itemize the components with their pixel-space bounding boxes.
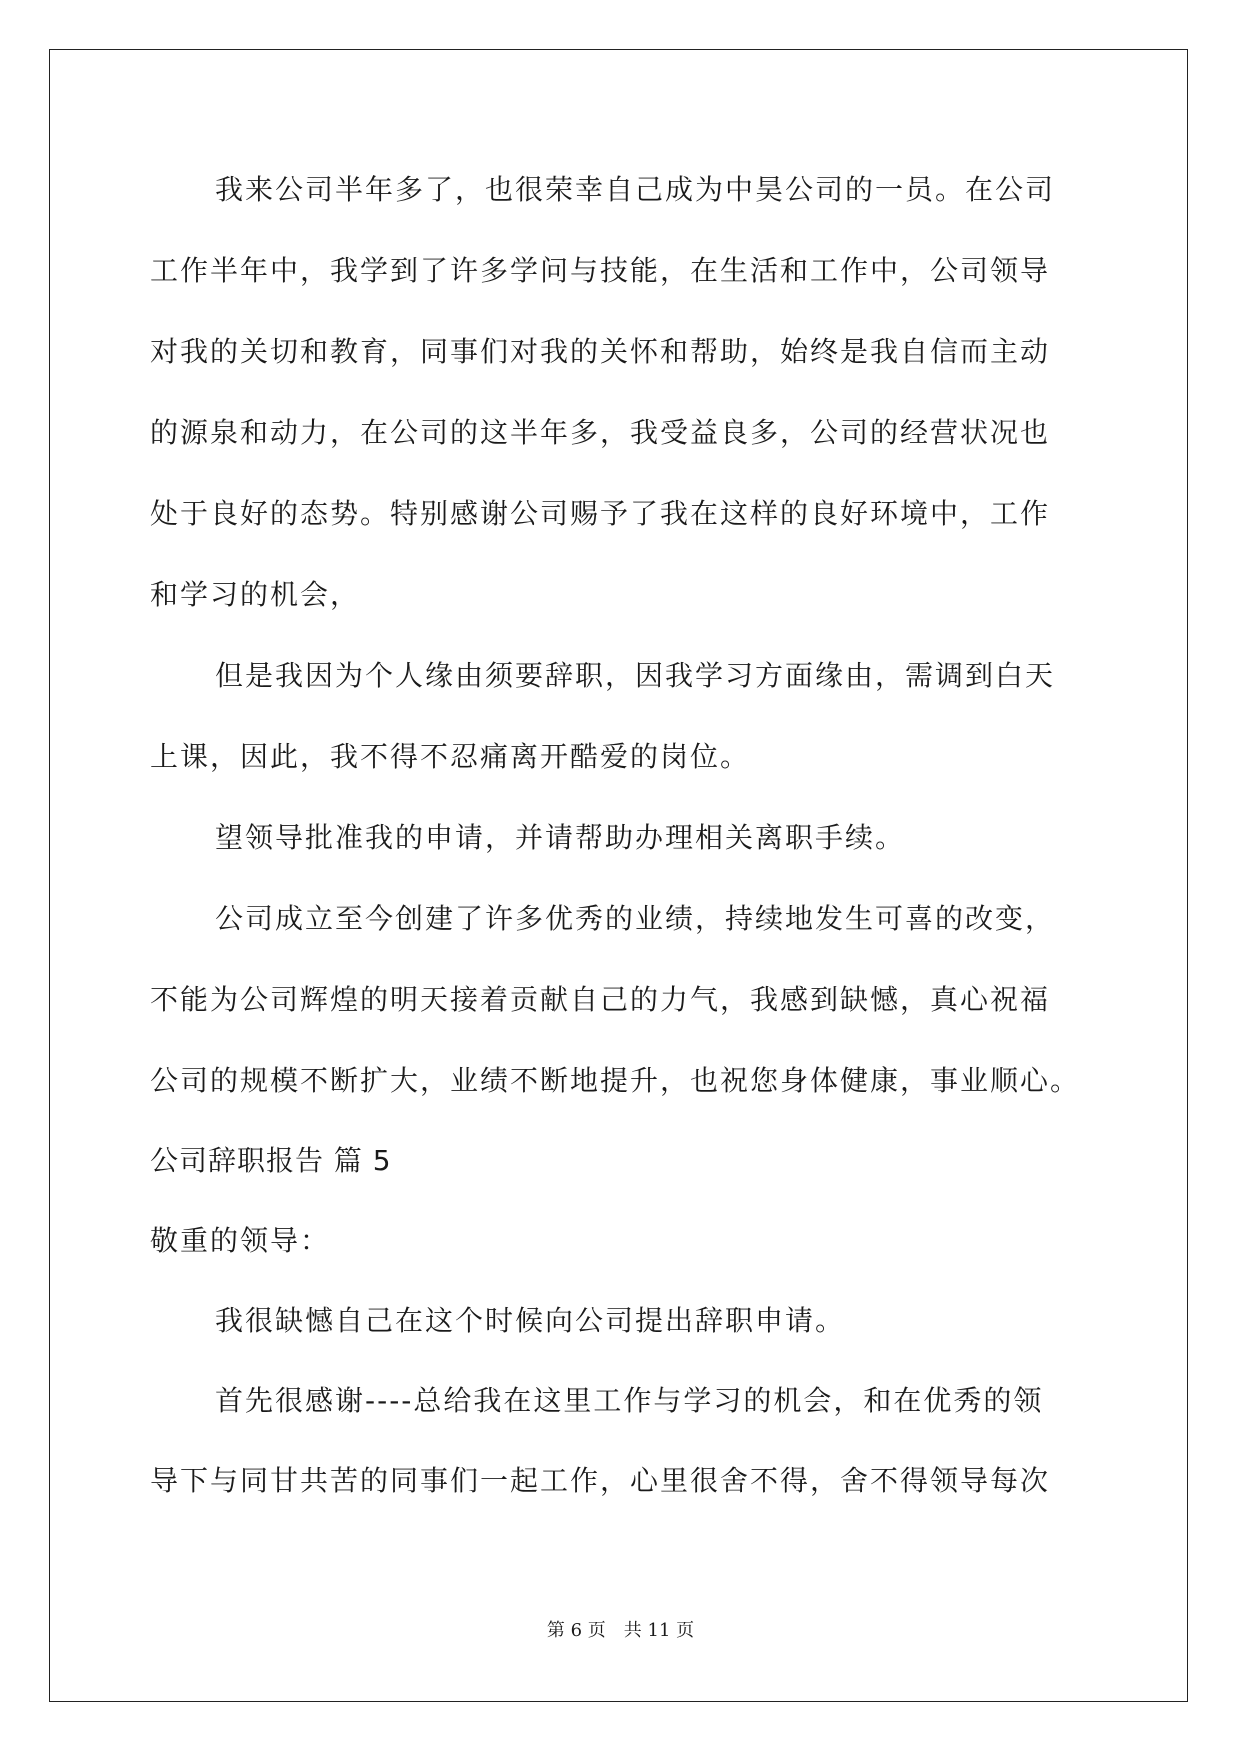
text-line: 首先很感谢----总给我在这里工作与学习的机会，和在优秀的领	[215, 1384, 1044, 1417]
text-line: 的源泉和动力，在公司的这半年多，我受益良多，公司的经营状况也	[150, 416, 1051, 449]
text-line: 上课，因此，我不得不忍痛离开酷爱的岗位。	[150, 740, 751, 773]
text-line: 公司的规模不断扩大，业绩不断地提升，也祝您身体健康，事业顺心。	[150, 1064, 1081, 1097]
page-border	[49, 49, 1188, 1702]
text-line: 公司成立至今创建了许多优秀的业绩，持续地发生可喜的改变，	[215, 902, 1056, 935]
text-line: 我来公司半年多了，也很荣幸自己成为中昊公司的一员。在公司	[215, 173, 1056, 206]
text-line: 导下与同甘共苦的同事们一起工作，心里很舍不得，舍不得领导每次	[150, 1464, 1051, 1497]
text-line: 工作半年中，我学到了许多学问与技能，在生活和工作中，公司领导	[150, 254, 1051, 287]
text-line: 但是我因为个人缘由须要辞职，因我学习方面缘由，需调到白天	[215, 659, 1056, 692]
text-line: 处于良好的态势。特别感谢公司赐予了我在这样的良好环境中，工作	[150, 497, 1051, 530]
page-number-footer: 第 6 页 共 11 页	[546, 1620, 695, 1641]
section-heading: 公司辞职报告 篇 5	[150, 1144, 392, 1177]
text-line: 望领导批准我的申请，并请帮助办理相关离职手续。	[215, 821, 906, 854]
text-line: 和学习的机会，	[150, 578, 361, 611]
text-line: 不能为公司辉煌的明天接着贡献自己的力气，我感到缺憾，真心祝福	[150, 983, 1051, 1016]
text-line: 我很缺憾自己在这个时候向公司提出辞职申请。	[215, 1304, 846, 1337]
text-line: 对我的关切和教育，同事们对我的关怀和帮助，始终是我自信而主动	[150, 335, 1051, 368]
salutation: 敬重的领导：	[150, 1224, 331, 1257]
